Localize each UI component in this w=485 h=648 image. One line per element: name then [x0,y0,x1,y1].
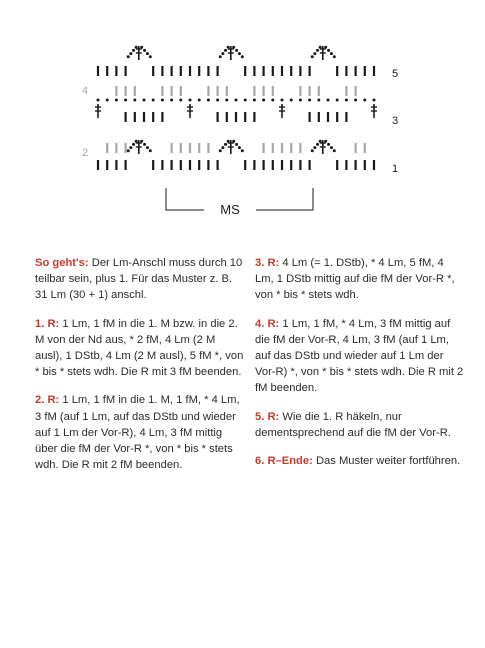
row1-text: 1 Lm, 1 fM in die 1. M bzw. in die 2. M von der Nd aus, * 2 fM, 4 Lm (2 M ausl), 1 DStb, 4 Lm (2 M ausl), 5 fM *, von * bis * stets wdh. Die R mit 3 fM beenden. [35,317,244,379]
chain-dot [311,55,314,58]
chain-dot [244,99,247,102]
row3-paragraph [255,255,465,304]
chain-dot [219,55,222,58]
chain-dot [235,99,238,102]
row4-paragraph [255,316,465,397]
chain-dot [135,46,138,49]
chain-dot [227,46,230,49]
chain-dot [324,46,327,49]
chain-dot [140,46,143,49]
row2-text: 1 Lm, 1 fM in die 1. M, 1 fM, * 4 Lm, 3 fM (auf 1 Lm, auf das DStb und wieder auf 1 Lm der Vor-R), 4 Lm, 3 fM mittig über die fM der Vor-R *, von * bis * stets wdh. Die R mit 2 fM beenden. [35,394,240,472]
row-label-1: 1 [392,163,399,175]
row1-label: 1. R: [35,317,60,330]
chain-dot [97,99,100,102]
chain-dot [363,99,366,102]
chain-dot [143,99,146,102]
chain-dot [189,99,192,102]
intro-heading: So geht's: [35,257,89,269]
row6-paragraph [255,453,465,469]
chain-dot [316,49,319,52]
row-label-2: 2 [82,147,89,159]
row5-label: 5. R: [255,410,280,423]
chain-dot [336,99,339,102]
row2-paragraph [35,392,245,473]
chain-dot [319,46,322,49]
chain-dot [224,143,227,146]
chain-dot [227,140,230,143]
chain-dot [327,49,330,52]
chain-dot [221,146,224,149]
chain-dot [132,143,135,146]
chain-dot [313,146,316,149]
row-labels [82,68,398,175]
chain-dot [129,146,132,149]
chain-dot [143,143,146,146]
chain-dot [143,49,146,52]
chain-dot [238,52,241,55]
row4-label: 4. R: [255,317,280,330]
chain-dot [207,99,210,102]
chain-dot [133,99,136,102]
chain-dot [324,140,327,143]
chain-dot [238,146,241,149]
chain-dot [149,149,152,152]
row-label-4: 4 [82,85,89,97]
row-label-5: 5 [392,68,399,80]
chain-dot [333,149,336,152]
chain-dot [221,52,224,55]
intro-text: Der Lm-Anschl muss durch 10 teilbar sein, plus 1. Für das Muster z. B. 31 Lm (30 + 1) anschl. [35,257,243,302]
row5-paragraph [255,409,465,441]
chain-dot [224,49,227,52]
chain-dot [241,149,244,152]
chain-dot [198,99,201,102]
chain-dot [232,46,235,49]
chain-dot [146,146,149,149]
chain-dot [333,55,336,58]
chain-dot [290,99,293,102]
chain-dot [232,140,235,143]
chain-dot [253,99,256,102]
chain-dot [241,55,244,58]
chain-dot [149,55,152,58]
chain-dot [311,149,314,152]
chain-dot [235,49,238,52]
chain-dot [316,143,319,146]
chain-dot [308,99,311,102]
chain-dot [313,52,316,55]
crochet-chart [0,0,485,230]
chain-dot [327,143,330,146]
instructions-right-column [255,255,465,481]
row3-text: 4 Lm (= 1. DStb), * 4 Lm, 5 fM, 4 Lm, 1 DStb mittig auf die fM der Vor-R *, von * bis * stets wdh. [255,257,455,302]
row6-label: 6. R–Ende: [255,455,313,468]
chain-dot [281,99,284,102]
chain-dot [127,55,130,58]
chain-dot [161,99,164,102]
chain-dot [330,52,333,55]
chain-dot [132,49,135,52]
chain-dot [124,99,127,102]
row1-paragraph [35,316,245,381]
chain-dot [354,99,357,102]
chain-dot [127,149,130,152]
repeat-label: MS [220,202,240,217]
chain-dot [271,99,274,102]
row2-label: 2. R: [35,394,60,407]
chain-dot [225,99,228,102]
chain-dot [235,143,238,146]
chain-dot [129,52,132,55]
chain-dot [327,99,330,102]
chain-dot [317,99,320,102]
chain-dot [299,99,302,102]
chain-dot [319,140,322,143]
chain-dot [262,99,265,102]
chain-dot [373,99,376,102]
chain-dot [216,99,219,102]
row-label-3: 3 [392,115,399,127]
chain-dot [115,99,118,102]
row3-label: 3. R: [255,257,280,269]
chain-dot [106,99,109,102]
repeat-bracket [166,188,313,217]
chain-dot [219,149,222,152]
chain-dot [140,140,143,143]
chain-dot [179,99,182,102]
intro-paragraph [35,255,245,304]
chain-dot [152,99,155,102]
chain-dot [330,146,333,149]
instructions-left-column [35,255,245,485]
row4-text: 1 Lm, 1 fM, * 4 Lm, 3 fM mittig auf die fM der Vor-R, 4 Lm, 3 fM (auf 1 Lm, auf das DStb und wieder auf 1 Lm der Vor-R) *, von * bis * stets wdh. Die R mit 2 fM beenden. [255,317,464,395]
chain-dot [345,99,348,102]
chain-dot [146,52,149,55]
chain-dot [135,140,138,143]
chain-dot [170,99,173,102]
row6-text: Das Muster weiter fortführen. [315,455,461,468]
row5-text: Wie die 1. R häkeln, nur dementsprechend auf die fM der Vor-R. [255,410,451,439]
chart-symbols [95,46,377,170]
